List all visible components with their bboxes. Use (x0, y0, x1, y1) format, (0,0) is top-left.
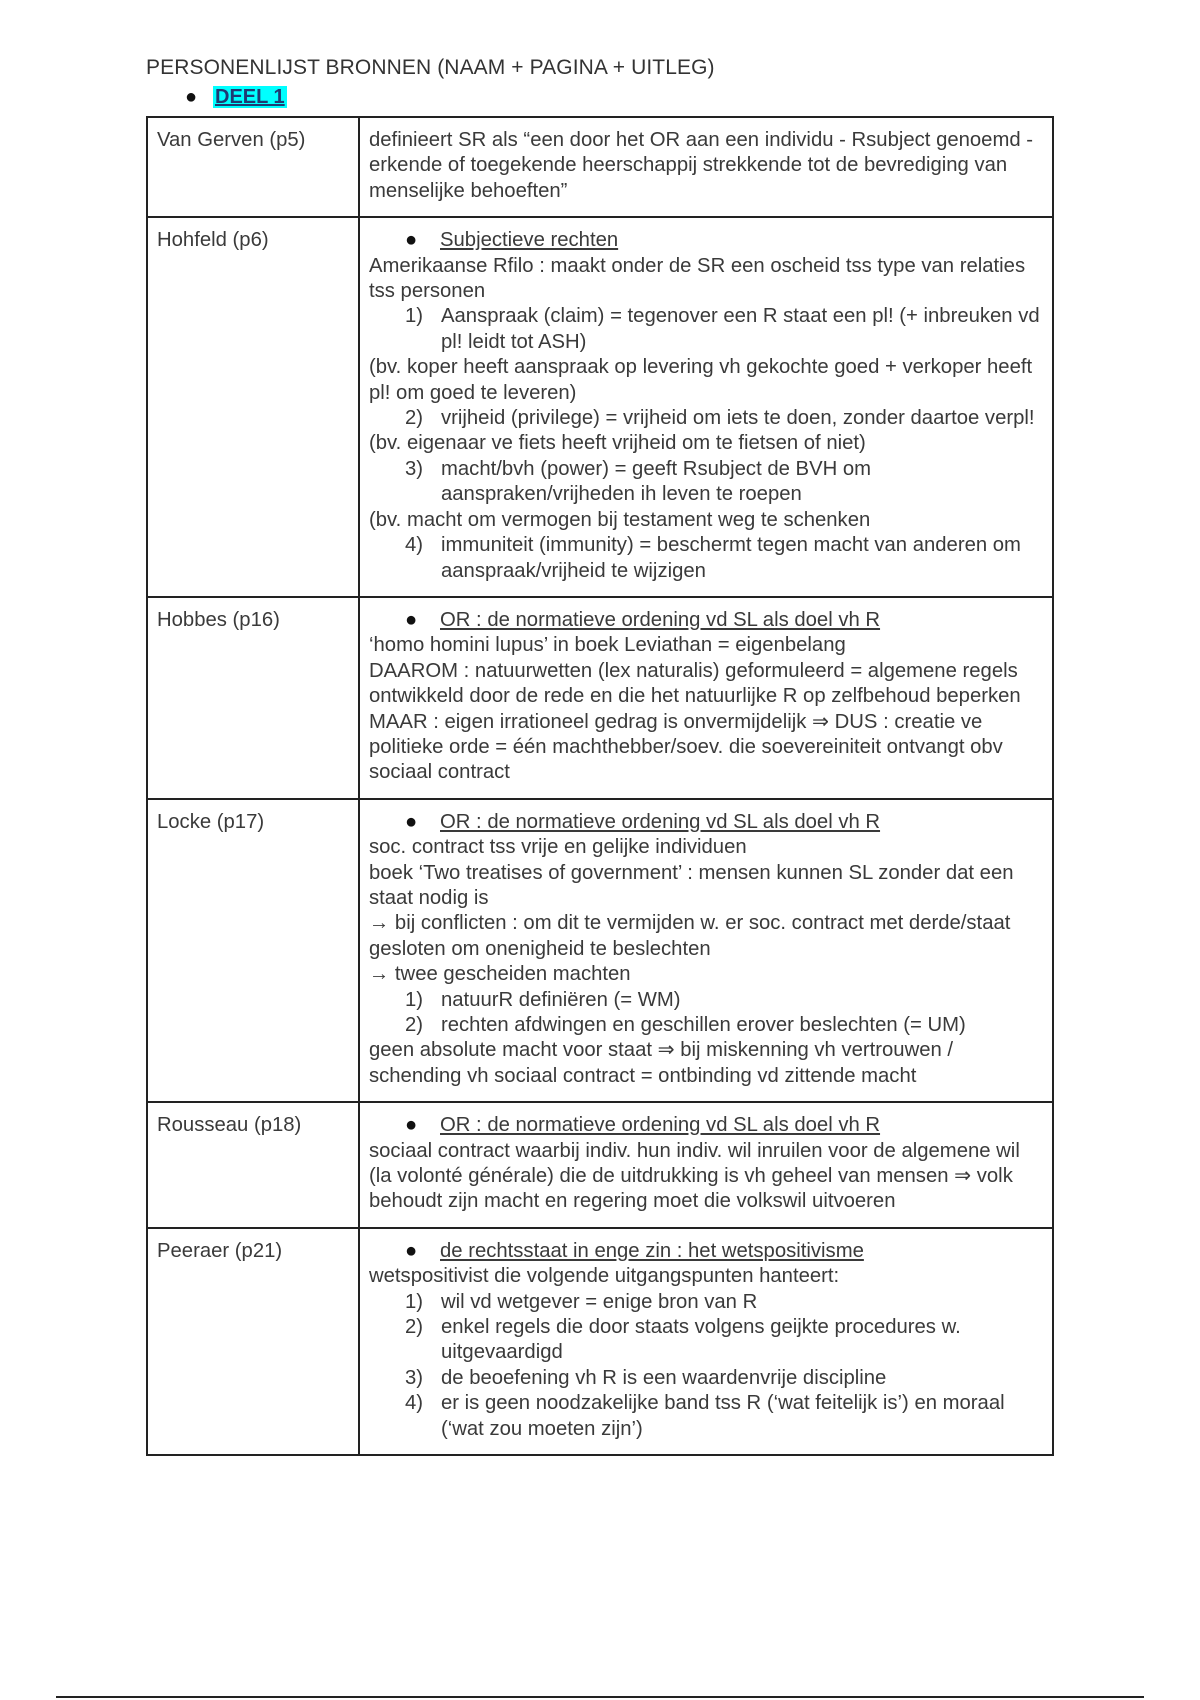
table-row (147, 217, 1053, 597)
table-row (147, 1228, 1053, 1455)
explanation-cell (359, 799, 1053, 1102)
explanation-cell (359, 117, 1053, 217)
section-heading (185, 86, 287, 109)
text-line: (bv. macht om vermogen bij testament weg te schenken (369, 508, 871, 531)
bullet-icon: ● (185, 86, 198, 108)
explanation-cell (359, 217, 1053, 597)
text-line: soc. contract tss vrije en gelijke individuen (369, 836, 747, 859)
bullet-icon: ● (405, 229, 418, 252)
list-item: 2) enkel regels die door staats volgens geijkte procedures w. uitgevaardigd (405, 1316, 961, 1364)
text-line: sociaal contract waarbij indiv. hun indiv. wil inruilen voor de algemene wil (la volonté générale) die de uitdrukking is vh geheel van mensen ⇒ volk behoudt zijn macht en regering moet die volkswil uitvoeren (369, 1139, 1020, 1213)
text-line: wetspositivist die volgende uitgangspunten hanteert: (369, 1265, 840, 1288)
list-item: 1) wil vd wetgever = enige bron van R (405, 1290, 758, 1313)
person-name: Hobbes (p16) (147, 597, 359, 799)
bullet-heading: ● de rechtsstaat in enge zin : het wetspositivisme (405, 1239, 1040, 1264)
bullet-icon: ● (405, 810, 418, 833)
person-name: Hohfeld (p6) (147, 217, 359, 597)
explanation-cell (359, 597, 1053, 799)
text-line: Amerikaanse Rfilo : maakt onder de SR een oscheid tss type van relaties tss personen (369, 254, 1026, 303)
bullet-heading: ● OR : de normatieve ordening vd SL als doel vh R (405, 1113, 1040, 1138)
bullet-icon: ● (405, 608, 418, 631)
person-name: Van Gerven (p5) (147, 117, 359, 217)
person-name: Locke (p17) (147, 799, 359, 1102)
section-label: DEEL 1 (215, 86, 285, 108)
text-line: ‘homo homini lupus’ in boek Leviathan = eigenbelang (369, 634, 846, 657)
list-item: 1) Aanspraak (claim) = tegenover een R staat een pl! (+ inbreuken vd pl! leidt tot ASH) (405, 305, 1040, 353)
text-line: (bv. koper heeft aanspraak op levering vh gekochte goed + verkoper heeft pl! om goed te leveren) (369, 356, 1033, 404)
list-item: 2) rechten afdwingen en geschillen erover beslechten (= UM) (405, 1014, 966, 1036)
text-line: geen absolute macht voor staat ⇒ bij miskenning vh vertrouwen / schending vh sociaal contract = ontbinding vd zittende macht (369, 1039, 954, 1087)
table-row (147, 1102, 1053, 1228)
explanation-cell (359, 1102, 1053, 1228)
text-line: boek ‘Two treatises of government’ : mensen kunnen SL zonder dat een staat nodig is (369, 861, 1014, 909)
page-title: PERSONENLIJST BRONNEN (NAAM + PAGINA + UITLEG) (146, 56, 715, 79)
text-line: MAAR : eigen irrationeel gedrag is onvermijdelijk ⇒ DUS : creatie ve politieke orde = één machthebber/soev. die soevereiniteit ontvangt obv sociaal contract (369, 710, 1003, 784)
text-line: → twee gescheiden machten (369, 963, 631, 986)
sources-table (146, 116, 1054, 1456)
table-row (147, 799, 1053, 1102)
text-line: definieert SR als “een door het OR aan een individu - Rsubject genoemd - erkende of toegekende heerschappij strekkende tot de bevrediging van menselijke behoeften” (369, 129, 1034, 202)
list-item: 4) immuniteit (immunity) = beschermt tegen macht van anderen om aanspraak/vrijheid te wijzigen (405, 534, 1021, 582)
text-line: → bij conflicten : om dit te vermijden w. er soc. contract met derde/staat gesloten om onenigheid te beslechten (369, 912, 1011, 960)
bullet-heading: ● OR : de normatieve ordening vd SL als doel vh R (405, 810, 1040, 835)
bullet-icon: ● (405, 1114, 418, 1137)
table-row (147, 117, 1053, 217)
explanation-cell (359, 1228, 1053, 1455)
text-line: DAAROM : natuurwetten (lex naturalis) geformuleerd = algemene regels ontwikkeld door de rede en die het natuurlijke R op zelfbehoud beperken (369, 659, 1021, 708)
list-item: 1) natuurR definiëren (= WM) (405, 988, 681, 1011)
bullet-heading: ● OR : de normatieve ordening vd SL als doel vh R (405, 608, 1040, 633)
table-row (147, 597, 1053, 799)
list-item: 2) vrijheid (privilege) = vrijheid om iets te doen, zonder daartoe verpl! (405, 407, 1035, 430)
bullet-icon: ● (405, 1239, 418, 1262)
person-name: Peeraer (p21) (147, 1228, 359, 1455)
bullet-heading: ● Subjectieve rechten (405, 228, 1040, 253)
text-line: (bv. eigenaar ve fiets heeft vrijheid om te fietsen of niet) (369, 432, 866, 455)
list-item: 4) er is geen noodzakelijke band tss R (‘wat feitelijk is’) en moraal (‘wat zou moeten zijn’) (405, 1392, 1005, 1440)
list-item: 3) de beoefening vh R is een waardenvrije discipline (405, 1366, 887, 1389)
footer-divider (56, 1696, 1144, 1698)
person-name: Rousseau (p18) (147, 1102, 359, 1228)
list-item: 3) macht/bvh (power) = geeft Rsubject de BVH om aanspraken/vrijheden ih leven te roepen (405, 457, 872, 506)
